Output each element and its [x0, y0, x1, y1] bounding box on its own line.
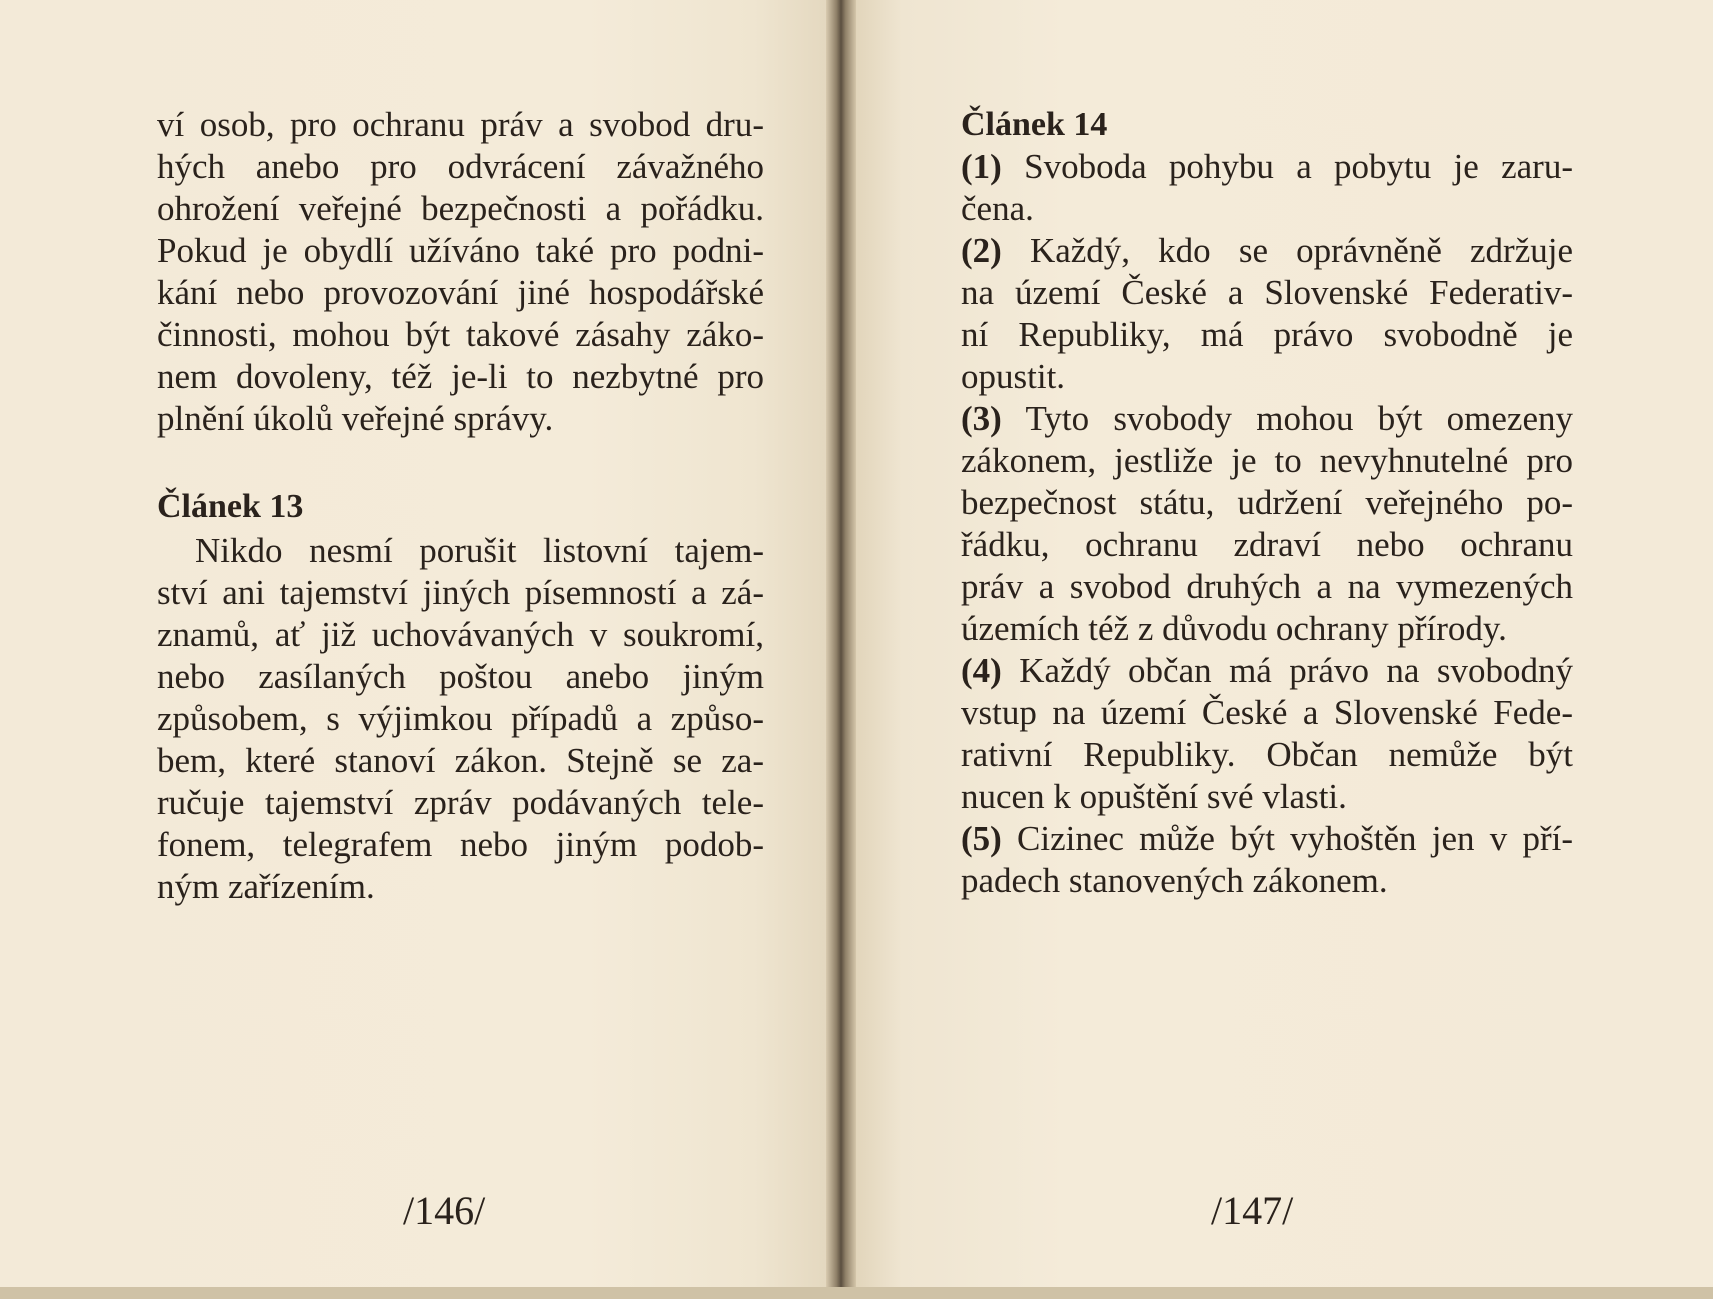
text-line: čena. [961, 189, 1034, 228]
paragraph-2-line [961, 230, 1573, 272]
text-line: Každý občan má právo na svobodný [1019, 651, 1573, 690]
text-line: řádku, ochranu zdraví nebo ochranu [961, 525, 1573, 564]
text-line: nebo zasílaných poštou anebo jiným [157, 657, 764, 696]
text-line: znamů, ať již uchovávaných v soukromí, [157, 615, 764, 654]
text-line: ohrožení veřejné bezpečnosti a pořádku. [157, 189, 764, 228]
text-line: ví osob, pro ochranu práv a svobod dru- [157, 105, 764, 144]
text-line: Každý, kdo se oprávněně zdržuje [1029, 231, 1573, 270]
text-line: opustit. [961, 357, 1066, 396]
text-line: Tyto svobody mohou být omezeny [1025, 399, 1573, 438]
text-line: rativní Republiky. Občan nemůže být [961, 735, 1573, 774]
text-line: hých anebo pro odvrácení závažného [157, 147, 764, 186]
paragraph-number: (5) [961, 819, 1002, 858]
paragraph-number: (4) [961, 651, 1002, 690]
text-line: nem dovoleny, též je-li to nezbytné pro [157, 357, 764, 396]
book-gutter [826, 0, 856, 1299]
article-13-heading: Článek 13 [157, 488, 304, 525]
text-line: ručuje tajemství zpráv podávaných tele- [157, 783, 764, 822]
paragraph-number: (3) [961, 399, 1002, 438]
text-line: fonem, telegrafem nebo jiným podob- [157, 825, 764, 864]
text-line: nucen k opuštění své vlasti. [961, 777, 1347, 816]
paragraph-number: (1) [961, 147, 1002, 186]
article-13-body [157, 530, 764, 908]
article-14 [961, 104, 1573, 902]
page-number-left: /146/ [403, 1188, 486, 1233]
paragraph-4-line [961, 650, 1573, 692]
text-line: Cizinec může být vyhoštěn jen v pří- [1017, 819, 1574, 858]
text-line: plnění úkolů veřejné správy. [157, 399, 554, 438]
text-line: způsobem, s výjimkou případů a způso- [157, 699, 764, 738]
text-line: na území České a Slovenské Federativ- [961, 273, 1573, 312]
text-line: zákonem, jestliže je to nevyhnutelné pro [961, 441, 1573, 480]
text-line: Nikdo nesmí porušit listovní tajem- [195, 531, 764, 570]
text-line: územích též z důvodu ochrany přírody. [961, 609, 1507, 648]
text-line: ní Republiky, má právo svobodně je [961, 315, 1573, 354]
text-line: Svoboda pohybu a pobytu je zaru- [1024, 147, 1573, 186]
text-line: bem, které stanoví zákon. Stejně se za- [157, 741, 764, 780]
text-line: práv a svobod druhých a na vymezených [961, 567, 1573, 606]
text-line: činnosti, mohou být takové zásahy záko- [157, 315, 764, 354]
left-continued-text [157, 104, 764, 440]
text-line: vstup na území České a Slovenské Fede- [961, 693, 1573, 732]
text-line: ství ani tajemství jiných písemností a zá- [157, 573, 764, 612]
text-line: ným zařízením. [157, 867, 375, 906]
text-line: kání nebo provozování jiné hospodářské [157, 273, 764, 312]
text-line: Pokud je obydlí užíváno také pro podni- [157, 231, 764, 270]
paragraph-1-line [961, 146, 1573, 188]
paragraph-3-line [961, 398, 1573, 440]
paragraph-number: (2) [961, 231, 1002, 270]
text-line: bezpečnost státu, udržení veřejného po- [961, 483, 1573, 522]
text-line: padech stanovených zákonem. [961, 861, 1388, 900]
page-bottom-edge [0, 1287, 1713, 1299]
article-14-heading: Článek 14 [961, 106, 1108, 143]
paragraph-5-line [961, 818, 1573, 860]
page-number-right: /147/ [1211, 1188, 1294, 1233]
